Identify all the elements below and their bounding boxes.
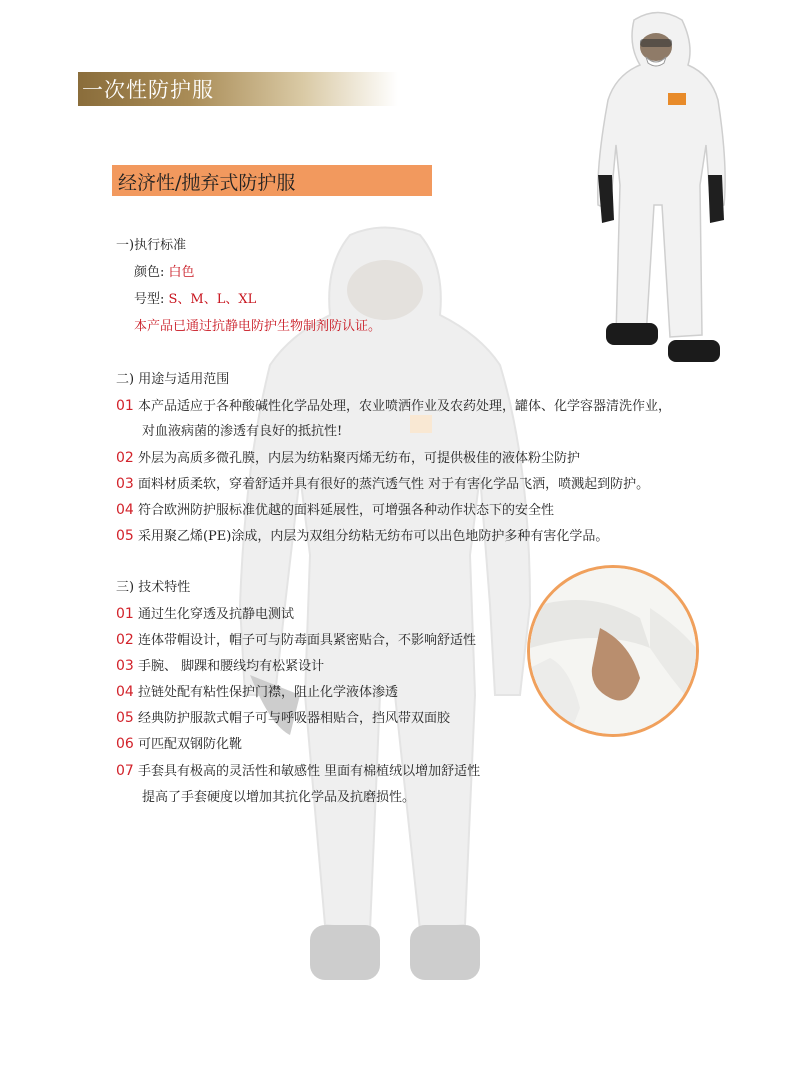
item-number: 06 xyxy=(116,736,134,752)
list-item xyxy=(116,684,398,701)
item-text: 采用聚乙烯(PE)涂成，内层为双组分纺粘无纺布可以出色地防护多种有害化学品。 xyxy=(137,529,609,544)
item-text: 手套具有极高的灵活性和敏感性 里面有棉植绒以增加舒适性 xyxy=(137,764,481,779)
section1-heading: 一)执行标准 xyxy=(116,238,187,253)
item-text: 面料材质柔软，穿着舒适并具有很好的蒸汽透气性 对于有害化学品飞洒，喷溅起到防护。 xyxy=(137,477,650,492)
item-text: 拉链处配有粘性保护门襟，阻止化学液体渗透 xyxy=(137,685,398,700)
list-item xyxy=(116,658,324,675)
section2-heading: 二) 用途与适用范围 xyxy=(116,372,230,387)
section3-heading: 三) 技术特性 xyxy=(116,580,191,595)
list-item xyxy=(116,632,476,649)
color-label: 颜色: xyxy=(134,265,165,280)
color-value: 白色 xyxy=(168,265,195,280)
item-number: 01 xyxy=(116,606,134,622)
item-number: 05 xyxy=(116,528,134,544)
item-number: 03 xyxy=(116,476,134,492)
item-text: 符合欧洲防护服标准优越的面料延展性，可增强各种动作状态下的安全性 xyxy=(137,503,554,518)
size-label: 号型: xyxy=(134,292,165,307)
list-item xyxy=(116,606,294,623)
item-number: 07 xyxy=(116,763,134,779)
item-text: 通过生化穿透及抗静电测试 xyxy=(137,607,294,622)
list-item xyxy=(116,476,649,493)
item-number: 02 xyxy=(116,450,134,466)
certification-text: 本产品已通过抗静电防护生物制剂防认证。 xyxy=(134,319,382,334)
item-number: 04 xyxy=(116,502,134,518)
list-item xyxy=(116,450,580,467)
item-number: 04 xyxy=(116,684,134,700)
list-item xyxy=(116,736,242,753)
item-text: 连体带帽设计，帽子可与防毒面具紧密贴合，不影响舒适性 xyxy=(137,633,476,648)
item-number: 02 xyxy=(116,632,134,648)
item-number: 05 xyxy=(116,710,134,726)
item-text: 本产品适应于各种酸碱性化学品处理，农业喷洒作业及农药处理，罐体、化学容器清洗作业， xyxy=(137,399,671,414)
item-number: 03 xyxy=(116,658,134,674)
item-number: 01 xyxy=(116,398,134,414)
item-text: 手腕、 脚踝和腰线均有松紧设计 xyxy=(137,659,325,674)
list-item xyxy=(116,710,450,727)
list-item xyxy=(116,528,608,545)
size-value: S、M、L、XL xyxy=(168,292,257,307)
list-item xyxy=(116,398,671,415)
product-title: 经济性/抛弃式防护服 xyxy=(118,172,296,194)
item-text: 经典防护服款式帽子可与呼吸器相贴合，挡风带双面胶 xyxy=(137,711,450,726)
item-text: 外层为高质多微孔膜，内层为纺粘聚丙烯无纺布，可提供极佳的液体粉尘防护 xyxy=(137,451,580,466)
item-text: 可匹配双钢防化靴 xyxy=(137,737,242,752)
item-text-continued: 对血液病菌的渗透有良好的抵抗性! xyxy=(142,424,343,439)
list-item xyxy=(116,763,480,780)
item-text-continued: 提高了手套硬度以增加其抗化学品及抗磨损性。 xyxy=(142,790,416,805)
size-row xyxy=(134,292,256,308)
color-row xyxy=(134,265,195,281)
list-item xyxy=(116,502,554,519)
banner-title: 一次性防护服 xyxy=(82,78,214,102)
